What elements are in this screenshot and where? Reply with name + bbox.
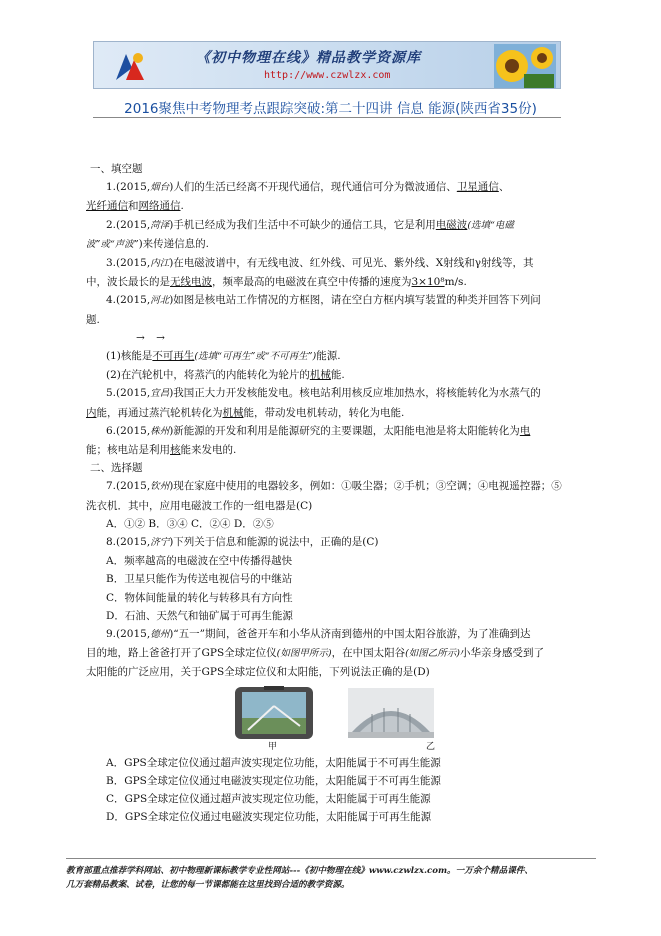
question-2-cont: 波”或“声波”)来传递信息的. — [86, 237, 210, 250]
answer-blank: 卫星通信 — [456, 181, 499, 194]
document-title: 2016聚焦中考物理考点跟踪突破:第二十四讲 信息 能源(陕西省35份) — [124, 101, 537, 117]
footer-line: 几万套精品教案、试卷，让您的每一节课都能在这里找到合适的教学资源。 — [66, 880, 350, 890]
question-4-part-1: (1)核能是不可再生(选填“可再生”或“不可再生”)能源. — [106, 350, 341, 363]
gps-device-image — [234, 686, 314, 740]
answer-blank: 电 — [519, 424, 531, 437]
sunflower-image — [494, 44, 556, 88]
figure-caption-a: 甲 — [268, 741, 278, 752]
section-heading: 一、填空题 — [90, 163, 143, 175]
answer-blank: 网络通信 — [138, 200, 181, 213]
option-c: C．GPS全球定位仪通过超声波实现定位功能，太阳能属于可再生能源 — [106, 793, 431, 806]
question-7-options: A．①② B．③④ C．②④ D．②⑤ — [106, 517, 274, 530]
section-heading: 二、选择题 — [90, 462, 143, 475]
solar-valley-building-image — [348, 688, 434, 738]
banner-url[interactable]: http://www.czwlzx.com — [264, 70, 391, 81]
question-9: 9.(2015,德州)“五一”期间，爸爸开车和小华从济南到德州的中国太阳谷旅游，为了准确到达 — [106, 628, 531, 641]
question-1: 1.(2015,烟台)人们的生活已经离不开现代通信，现代通信可分为微波通信、卫星通信、 — [106, 181, 510, 194]
option-b: B．GPS全球定位仪通过电磁波实现定位功能，太阳能属于不可再生能源 — [106, 774, 441, 787]
option-b: B．卫星只能作为传送电视信号的中继站 — [106, 573, 293, 586]
site-logo — [112, 50, 148, 84]
header-banner — [93, 41, 561, 89]
answer-blank: 光纤通信 — [86, 200, 128, 213]
option-a: A．频率越高的电磁波在空中传播得越快 — [106, 555, 293, 568]
answer-blank: 3×10⁸ — [411, 276, 445, 289]
question-9-figures — [86, 686, 586, 752]
question-3-cont: 中，波长最长的是无线电波，频率最高的电磁波在真空中传播的速度为3×10⁸m/s. — [86, 276, 467, 289]
question-5: 5.(2015,宜昌)我国正大力开发核能发电。核电站利用核反应堆加热水，将核能转化为水蒸气的 — [106, 387, 541, 400]
footer-divider — [66, 858, 596, 859]
answer-blank: 无线电波 — [170, 276, 212, 289]
question-5-cont: 内能，再通过蒸汽轮机转化为机械能，带动发电机转动，转化为电能. — [86, 406, 405, 419]
answer-blank: 电磁波 — [435, 218, 468, 231]
question-4-part-2: (2)在汽轮机中，将蒸汽的内能转化为轮片的机械能. — [106, 369, 345, 382]
answer-blank: 机械 — [222, 406, 244, 419]
answer-blank: 机械 — [309, 369, 331, 382]
title-divider — [93, 117, 561, 118]
footer — [66, 864, 596, 892]
question-4-cont: 题. — [86, 313, 100, 326]
banner-title: 《初中物理在线》精品教学资源库 — [196, 50, 421, 66]
figure-caption-b: 乙 — [426, 741, 436, 752]
footer-line: 教育部重点推荐学科网站、初中物理新课标教学专业性网站---《初中物理在线》www.czwlzx.com。一万余个精品课件、 — [66, 866, 533, 876]
question-7: 7.(2015,钦州)现在家庭中使用的电器较多，例如：①吸尘器；②手机；③空调；④电视遥控器；⑤ — [106, 480, 562, 493]
question-8: 8.(2015,济宁)下列关于信息和能源的说法中，正确的是(C) — [106, 536, 379, 549]
answer-blank: 核 — [170, 444, 181, 457]
question-1-cont: 光纤通信和网络通信. — [86, 200, 184, 213]
question-6: 6.(2015,株州)新能源的开发和利用是能源研究的主要课题，太阳能电池是将太阳能转化为电 — [106, 424, 531, 437]
option-d: D．石油、天然气和铀矿属于可再生能源 — [106, 609, 293, 622]
answer-blank: 内 — [86, 406, 97, 419]
question-9-cont: 目的地，路上爸爸打开了GPS全球定位仪(如图甲所示)，在中国太阳谷(如图乙所示)小华亲身感受到了 — [86, 647, 544, 660]
question-2: 2.(2015,菏泽)手机已经成为我们生活中不可缺少的通信工具，它是利用电磁波(选填“电磁 — [106, 218, 514, 231]
option-a: A．GPS全球定位仪通过超声波实现定位功能，太阳能属于不可再生能源 — [106, 756, 441, 769]
question-3: 3.(2015,内江)在电磁波谱中，有无线电波、红外线、可见光、紫外线、X射线和γ射线等，其 — [106, 257, 534, 270]
option-d: D．GPS全球定位仪通过电磁波实现定位功能，太阳能属于可再生能源 — [106, 811, 432, 824]
question-7-cont: 洗衣机．其中，应用电磁波工作的一组电器是(C) — [86, 499, 313, 512]
document-body — [86, 160, 586, 827]
answer-blank: 不可再生 — [152, 350, 195, 363]
question-6-cont: 能；核电站是利用核能来发电的. — [86, 444, 237, 457]
flow-diagram-arrows: → → — [136, 331, 169, 344]
option-c: C．物体间能量的转化与转移具有方向性 — [106, 591, 293, 604]
question-4: 4.(2015,河北)如图是核电站工作情况的方框图，请在空白方框内填写装置的种类并回答下列问 — [106, 294, 541, 307]
question-9-cont2: 太阳能的广泛应用，关于GPS全球定位仪和太阳能，下列说法正确的是(D) — [86, 666, 430, 679]
